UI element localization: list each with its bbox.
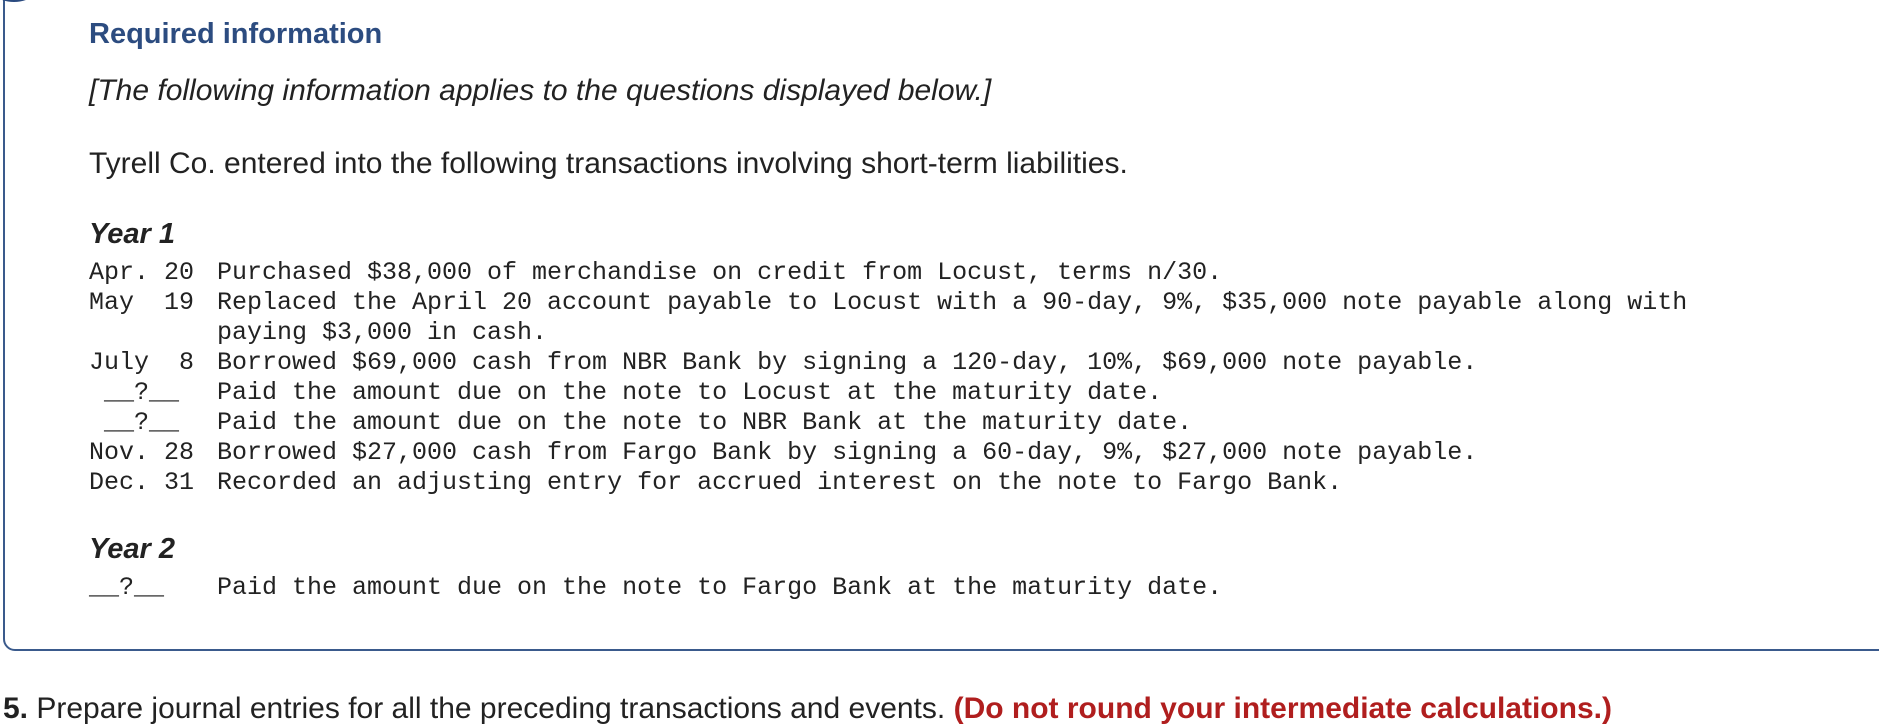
year-2-transactions <box>89 573 1222 603</box>
transaction-date: __?__ <box>89 573 165 602</box>
transaction-description: Borrowed $69,000 cash from NBR Bank by signing a 120-day, 10%, $69,000 note payable. <box>217 348 1478 377</box>
transaction-date: __?__ <box>89 378 180 407</box>
transaction-description: Replaced the April 20 account payable to Locust with a 90-day, 9%, $35,000 note payable along with paying $3,000 in cash. <box>217 288 1688 347</box>
question-prompt <box>3 692 1612 726</box>
year-1-transactions <box>89 258 1687 498</box>
year-2-heading: Year 2 <box>89 533 175 565</box>
transaction-row <box>89 348 1687 378</box>
transaction-date: Nov. 28 <box>89 438 195 467</box>
transaction-description: Recorded an adjusting entry for accrued interest on the note to Fargo Bank. <box>217 468 1343 497</box>
transaction-row <box>89 408 1687 438</box>
transaction-date: July 8 <box>89 348 195 377</box>
transaction-date: Apr. 20 <box>89 258 195 287</box>
transaction-row <box>89 468 1687 498</box>
question-text: Prepare journal entries for all the preceding transactions and events. <box>28 692 954 725</box>
transaction-description: Paid the amount due on the note to Fargo Bank at the maturity date. <box>217 573 1223 602</box>
transaction-description: Paid the amount due on the note to Locust at the maturity date. <box>217 378 1163 407</box>
panel-corner-badge <box>0 0 45 2</box>
transaction-row <box>89 378 1687 408</box>
transaction-date: May 19 <box>89 288 195 317</box>
transaction-description: Purchased $38,000 of merchandise on credit from Locust, terms n/30. <box>217 258 1223 287</box>
transaction-row <box>89 288 1687 348</box>
transaction-description: Paid the amount due on the note to NBR Bank at the maturity date. <box>217 408 1193 437</box>
year-1-heading: Year 1 <box>89 218 175 250</box>
transaction-row <box>89 438 1687 468</box>
transaction-row <box>89 258 1687 288</box>
transaction-description: Borrowed $27,000 cash from Fargo Bank by signing a 60-day, 9%, $27,000 note payable. <box>217 438 1478 467</box>
transaction-date: __?__ <box>89 408 180 437</box>
transaction-date: Dec. 31 <box>89 468 195 497</box>
question-number: 5. <box>3 692 29 725</box>
question-warning: (Do not round your intermediate calculations.) <box>953 692 1612 725</box>
transaction-row <box>89 573 1222 603</box>
applies-note: [The following information applies to the questions displayed below.] <box>89 74 992 107</box>
intro-text: Tyrell Co. entered into the following transactions involving short-term liabilities. <box>89 147 1128 180</box>
required-information-heading: Required information <box>89 18 383 50</box>
